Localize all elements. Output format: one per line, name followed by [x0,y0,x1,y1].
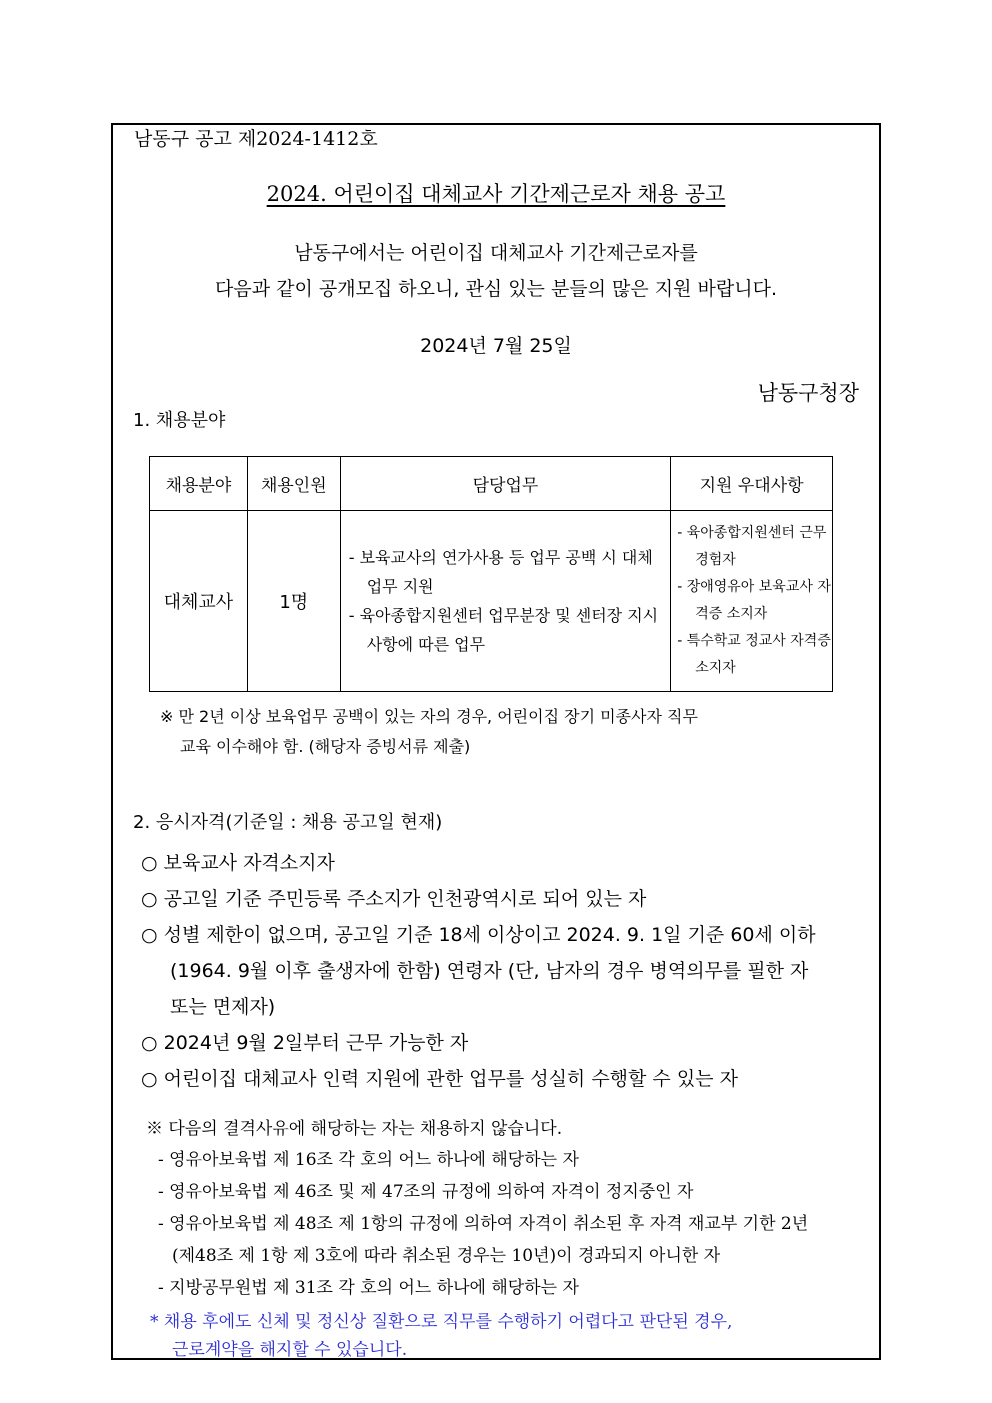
section1-heading: 1. 채용분야 [133,410,226,431]
qualification-item-continued: 또는 면제자) [170,996,276,1018]
cell-duties [340,511,670,692]
cell-count: 1명 [247,511,340,692]
disqualification-item: - 영유아보육법 제 46조 및 제 47조의 규정에 의하여 자격이 정지중인 자 [158,1182,694,1202]
intro-line-2: 다음과 같이 공개모집 하오니, 관심 있는 분들의 많은 지원 바랍니다. [215,278,777,300]
duty-item-1: - 보육교사의 연가사용 등 업무 공백 시 대체 업무 지원 [348,548,653,596]
preference-item-2: - 장애영유아 보육교사 자격증 소지자 [677,579,831,622]
header-count: 채용인원 [247,457,340,511]
table-row [150,511,833,692]
qualification-item: ○ 성별 제한이 없으며, 공고일 기준 18세 이상이고 2024. 9. 1일 기준 60세 이하 [141,924,816,946]
disqualification-item-continued: (제48조 제 1항 제 3호에 따라 취소된 경우는 10년)이 경과되지 아니한 자 [172,1246,721,1266]
header-preferences: 지원 우대사항 [671,457,833,511]
disqualification-intro: ※ 다음의 결격사유에 해당하는 자는 채용하지 않습니다. [146,1119,563,1139]
header-duties: 담당업무 [340,457,670,511]
preference-item-3: - 특수학교 정교사 자격증 소지자 [677,633,831,676]
page-title [0,178,992,208]
disqualification-item: - 지방공무원법 제 31조 각 호의 어느 하나에 해당하는 자 [158,1278,579,1298]
warning-line-1: * 채용 후에도 신체 및 정신상 질환으로 직무를 수행하기 어렵다고 판단된 경우, [150,1312,733,1332]
qualification-item: ○ 보육교사 자격소지자 [141,852,335,874]
announcement-date: 2024년 7월 25일 [420,335,572,357]
table-header-row [150,457,833,511]
section2-heading: 2. 응시자격(기준일 : 채용 공고일 현재) [133,812,443,833]
preference-item-1: - 육아종합지원센터 근무 경험자 [677,525,827,568]
cell-preferences [671,511,833,692]
warning-line-2: 근로계약을 해지할 수 있습니다. [172,1340,408,1360]
duty-item-2: - 육아종합지원센터 업무분장 및 센터장 지시사항에 따른 업무 [348,606,659,654]
disqualification-item: - 영유아보육법 제 48조 제 1항의 규정에 의하여 자격이 취소된 후 자격 재교부 기한 2년 [158,1214,809,1234]
section1-note-line-1: ※ 만 2년 이상 보육업무 공백이 있는 자의 경우, 어린이집 장기 미종사자 직무 [160,707,698,726]
section1-note-line-2: 교육 이수해야 함. (해당자 증빙서류 제출) [180,737,471,756]
disqualification-item: - 영유아보육법 제 16조 각 호의 어느 하나에 해당하는 자 [158,1150,579,1170]
qualification-item: ○ 2024년 9월 2일부터 근무 가능한 자 [141,1032,469,1054]
notice-number: 남동구 공고 제2024-1412호 [134,128,378,150]
qualification-item-continued: (1964. 9월 이후 출생자에 한함) 연령자 (단, 남자의 경우 병역의무를 필한 자 [170,960,809,982]
qualification-item: ○ 어린이집 대체교사 인력 지원에 관한 업무를 성실히 수행할 수 있는 자 [141,1068,738,1090]
page-title-text: 2024. 어린이집 대체교사 기간제근로자 채용 공고 [266,182,726,206]
intro-line-1: 남동구에서는 어린이집 대체교사 기간제근로자를 [294,242,698,264]
qualification-item: ○ 공고일 기준 주민등록 주소지가 인천광역시로 되어 있는 자 [141,888,647,910]
hiring-table [149,456,833,692]
cell-field: 대체교사 [150,511,248,692]
issuer: 남동구청장 [757,381,859,405]
header-field: 채용분야 [150,457,248,511]
